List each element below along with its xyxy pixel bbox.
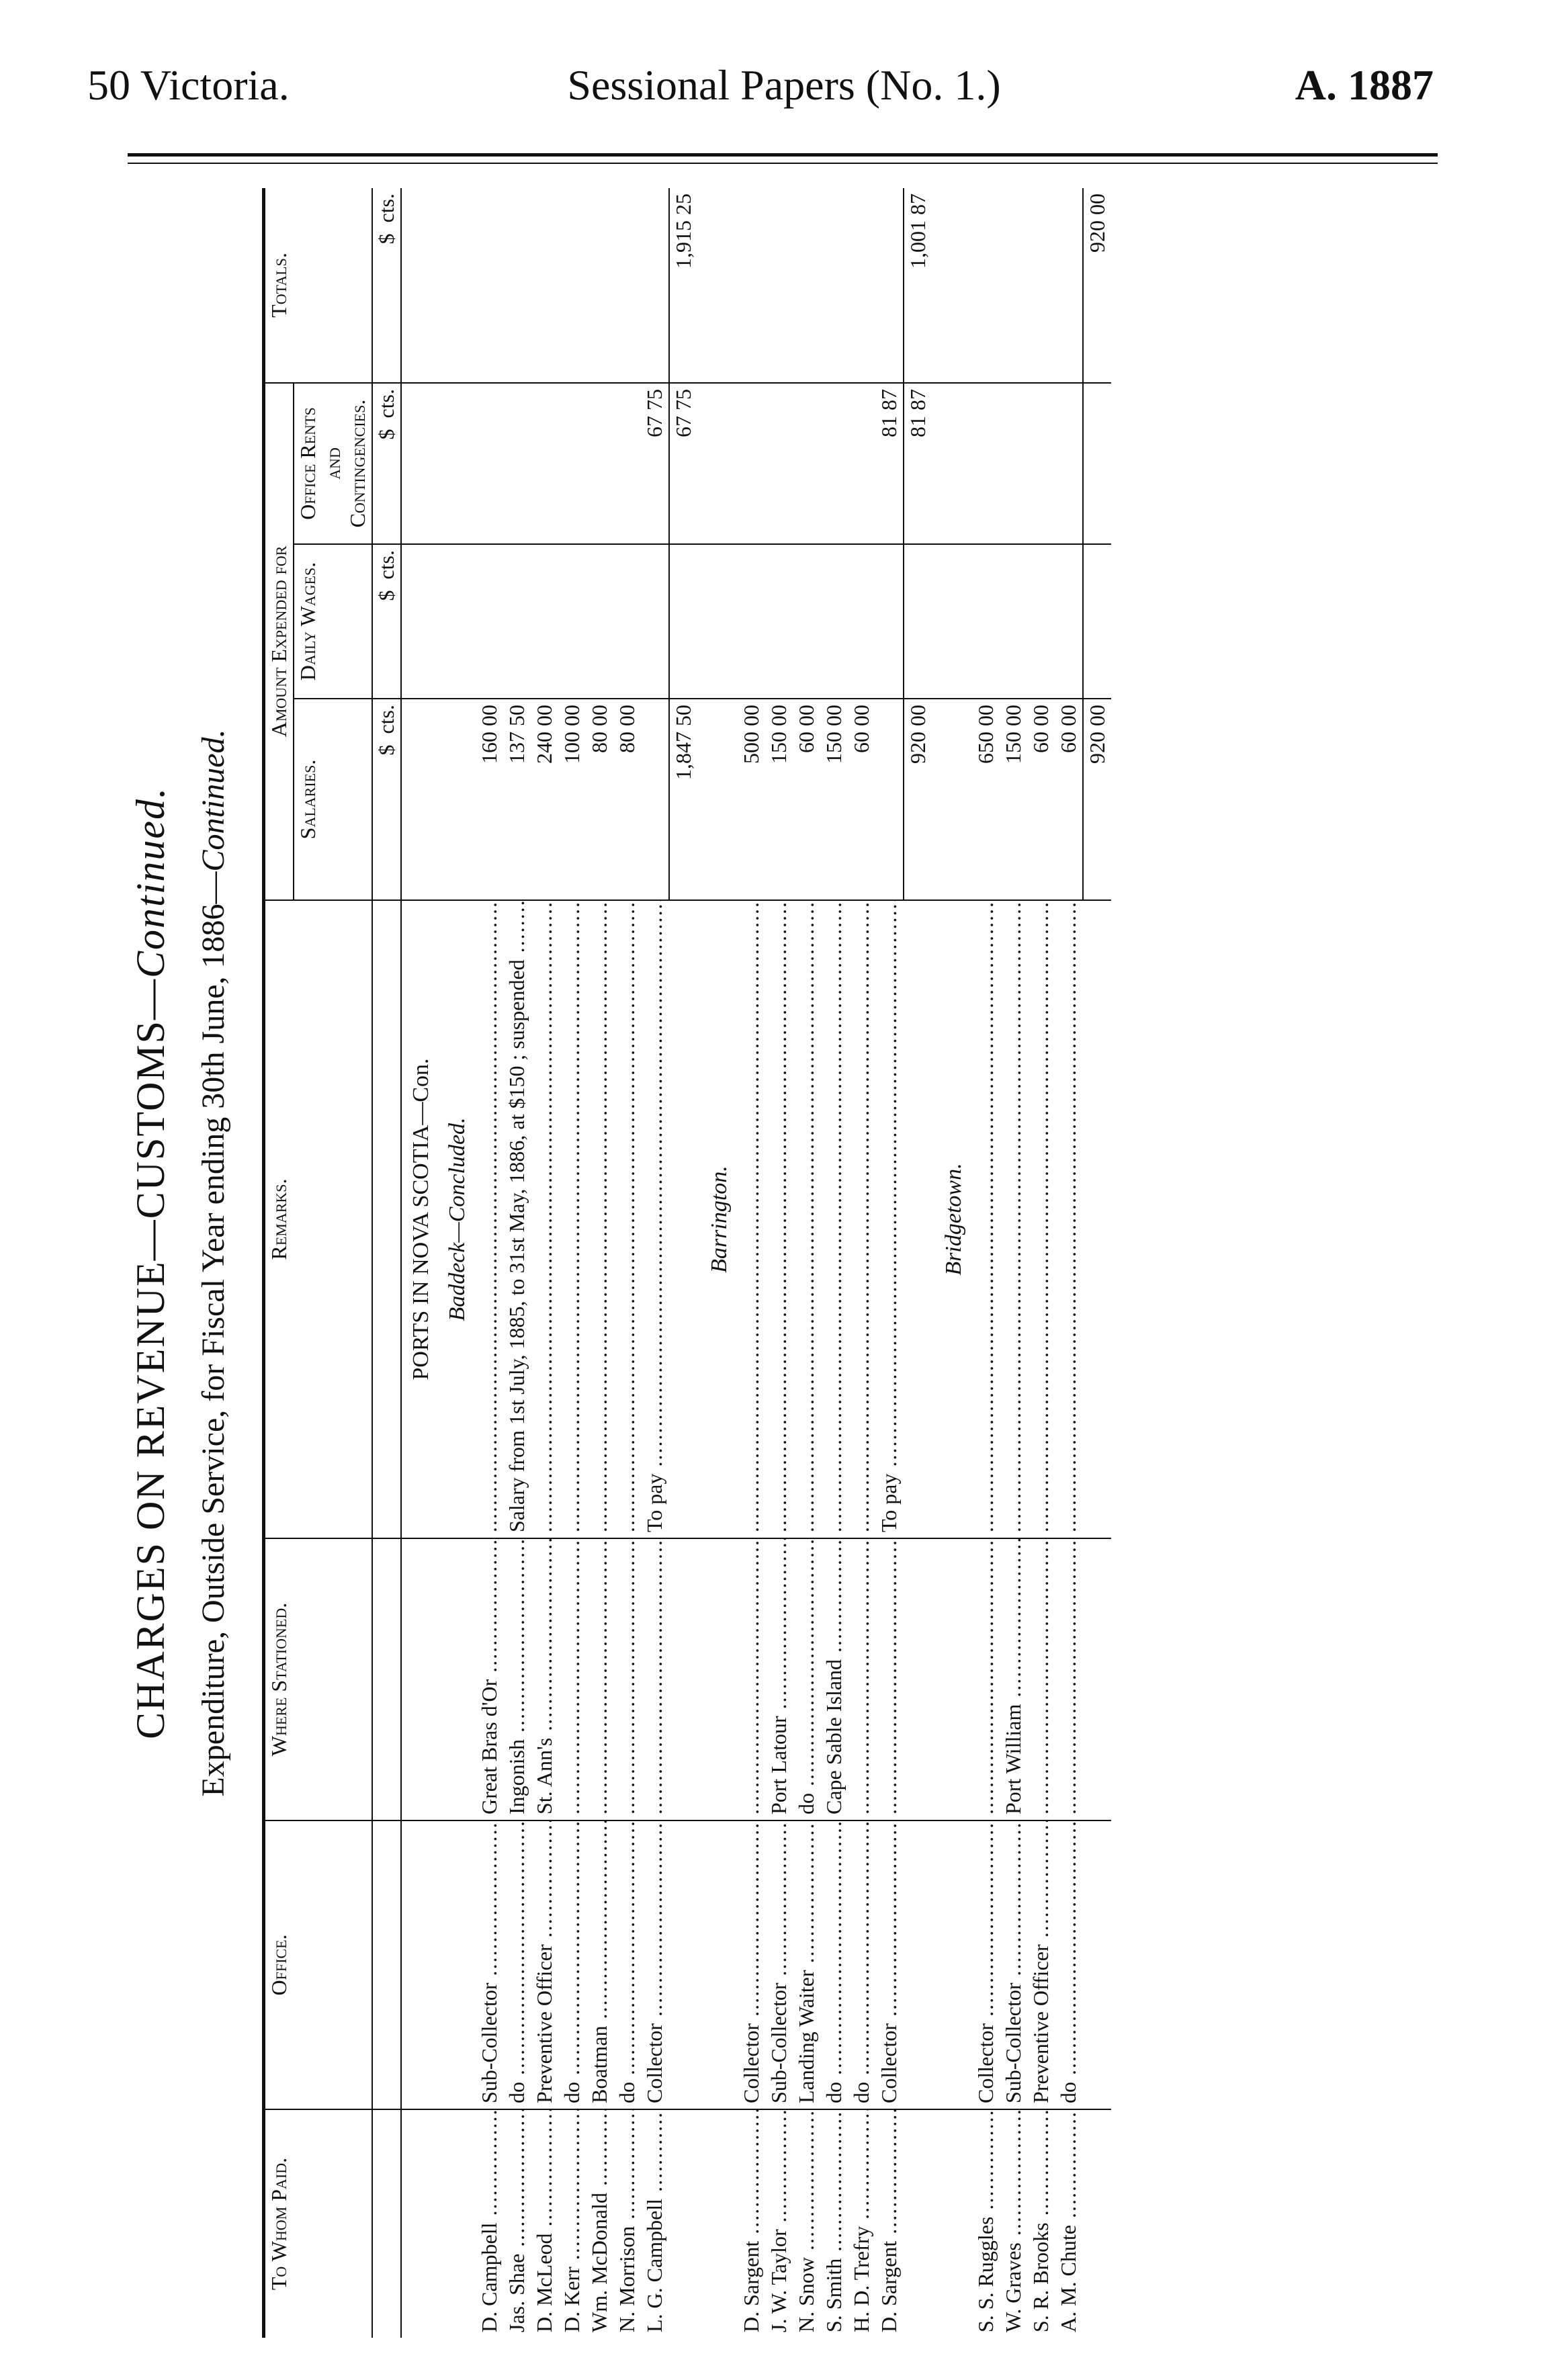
- salary-amount: 150 00: [820, 699, 848, 900]
- wages-amount: [1055, 544, 1083, 699]
- remarks: [531, 900, 558, 1538]
- remarks: [476, 900, 503, 1538]
- salary-amount: 60 00: [793, 699, 820, 900]
- payee-name: N. Snow .....: [793, 2109, 820, 2338]
- group-heading-row: [697, 188, 738, 2338]
- office-title: Collector .....: [875, 1820, 904, 2109]
- unit-dollar: $: [374, 744, 398, 756]
- blank-cell: [904, 1820, 932, 2109]
- table-row: [972, 188, 1000, 2338]
- table-row: [875, 188, 904, 2338]
- office-title: Sub-Collector .....: [1000, 1820, 1027, 2109]
- rents-amount: [848, 383, 875, 544]
- salary-amount: 60 00: [1027, 699, 1055, 900]
- units-rents: [372, 383, 401, 544]
- title-italic: Continued.: [128, 787, 173, 978]
- blank-cell: [1083, 2109, 1111, 2338]
- rents-amount: [558, 383, 586, 544]
- rotated-table-region: [121, 188, 1451, 2338]
- remarks: Salary from 1st July, 1885, to 31st May, 1886, at $150 ; suspended .....: [503, 900, 531, 1538]
- blank-cell: [932, 699, 972, 900]
- table-row: [1055, 188, 1083, 2338]
- blank-cell: [435, 2109, 476, 2338]
- blank-cell: [932, 383, 972, 544]
- payee-name: D. Sargent .....: [875, 2109, 904, 2338]
- rents-amount: [476, 383, 503, 544]
- blank-cell: [697, 544, 738, 699]
- salary-amount: 60 00: [848, 699, 875, 900]
- total-amount: [613, 188, 641, 383]
- unit-dollar: $: [374, 590, 398, 601]
- unit-cts: cts.: [374, 193, 398, 223]
- salary-amount: [641, 699, 669, 900]
- office-title: Landing Waiter .....: [793, 1820, 820, 2109]
- blank-cell: [669, 2109, 697, 2338]
- table-row: [586, 188, 613, 2338]
- wages-amount: [503, 544, 531, 699]
- header-rule: [128, 153, 1438, 157]
- col-totals: Totals.: [264, 188, 373, 383]
- wages-amount: [613, 544, 641, 699]
- subtotal-row: [669, 188, 697, 2338]
- subtotal-row: [904, 188, 932, 2338]
- subtotal-row: [1083, 188, 1111, 2338]
- table-row: [503, 188, 531, 2338]
- blank-cell: [932, 544, 972, 699]
- units-wages: [372, 544, 401, 699]
- col-remarks: Remarks.: [264, 900, 373, 1538]
- payee-name: N. Morrison .....: [613, 2109, 641, 2338]
- blank-cell: [435, 544, 476, 699]
- total-amount: [1027, 188, 1055, 383]
- blank-cell: [697, 188, 738, 383]
- office-title: Collector .....: [972, 1820, 1000, 2109]
- station: do .....: [793, 1538, 820, 1820]
- rents-amount: [1000, 383, 1027, 544]
- blank-cell: [669, 1538, 697, 1820]
- blank-cell: [435, 699, 476, 900]
- blank-cell: [1083, 1538, 1111, 1820]
- station: Great Bras d'Or .....: [476, 1538, 503, 1820]
- office-title: do .....: [613, 1820, 641, 2109]
- table-subtitle: [195, 188, 232, 2338]
- payee-name: D. Kerr .....: [558, 2109, 586, 2338]
- header-rule-thin: [128, 163, 1438, 164]
- blank-cell: [904, 1538, 932, 1820]
- table-row: [641, 188, 669, 2338]
- subtotal-wages: [1083, 544, 1111, 699]
- payee-name: Wm. McDonald .....: [586, 2109, 613, 2338]
- section-row: [401, 188, 435, 2338]
- payee-name: Jas. Shae .....: [503, 2109, 531, 2338]
- payee-name: D. Campbell .....: [476, 2109, 503, 2338]
- station: [586, 1538, 613, 1820]
- salary-amount: [875, 699, 904, 900]
- units-totals: [372, 188, 401, 383]
- station: [641, 1538, 669, 1820]
- blank-cell: [435, 383, 476, 544]
- unit-cts: cts.: [374, 705, 398, 734]
- table-row: [765, 188, 793, 2338]
- payee-name: J. W. Taylor .....: [765, 2109, 793, 2338]
- blank-cell: [669, 900, 697, 1538]
- col-to-whom: To Whom Paid.: [264, 2109, 373, 2338]
- remarks: [848, 900, 875, 1538]
- wages-amount: [586, 544, 613, 699]
- wages-amount: [1000, 544, 1027, 699]
- station: Port William .....: [1000, 1538, 1027, 1820]
- total-amount: [875, 188, 904, 383]
- rents-amount: [972, 383, 1000, 544]
- rents-amount: [738, 383, 765, 544]
- wages-amount: [793, 544, 820, 699]
- group-total: 920 00: [1083, 188, 1111, 383]
- unit-dollar: $: [374, 233, 398, 245]
- table-row: [848, 188, 875, 2338]
- office-title: Sub-Collector .....: [476, 1820, 503, 2109]
- payee-name: D. Sargent .....: [738, 2109, 765, 2338]
- office-title: Collector .....: [738, 1820, 765, 2109]
- station: [1055, 1538, 1083, 1820]
- wages-amount: [765, 544, 793, 699]
- station: [738, 1538, 765, 1820]
- col-salaries: Salaries.: [294, 699, 372, 900]
- table-row: [1000, 188, 1027, 2338]
- unit-dollar: $: [374, 429, 398, 440]
- col-daily-wages: Daily Wages.: [294, 544, 372, 699]
- office-title: Preventive Officer .....: [531, 1820, 558, 2109]
- salary-amount: 160 00: [476, 699, 503, 900]
- section-title: PORTS IN NOVA SCOTIA—Con.: [401, 900, 435, 1538]
- blank-cell: [435, 1820, 476, 2109]
- table-row: [820, 188, 848, 2338]
- remarks: [1027, 900, 1055, 1538]
- office-title: do .....: [848, 1820, 875, 2109]
- rents-amount: [1055, 383, 1083, 544]
- wages-amount: [972, 544, 1000, 699]
- blank-cell: [669, 1820, 697, 2109]
- blank-cell: [932, 188, 972, 383]
- wages-amount: [641, 544, 669, 699]
- blank-cell: [697, 699, 738, 900]
- wages-amount: [875, 544, 904, 699]
- group-heading: Baddeck—Concluded.: [435, 900, 476, 1538]
- payee-name: S. S. Ruggles .....: [972, 2109, 1000, 2338]
- remarks: [820, 900, 848, 1538]
- total-amount: [1000, 188, 1027, 383]
- total-amount: [738, 188, 765, 383]
- salary-amount: 650 00: [972, 699, 1000, 900]
- rents-amount: 81 87: [875, 383, 904, 544]
- office-title: do .....: [820, 1820, 848, 2109]
- table-title: [128, 188, 174, 2338]
- total-amount: [503, 188, 531, 383]
- group-heading-row: [435, 188, 476, 2338]
- station: [972, 1538, 1000, 1820]
- expenditure-table: [262, 188, 1111, 2338]
- remarks: [586, 900, 613, 1538]
- table-row: [793, 188, 820, 2338]
- blank-cell: [932, 1820, 972, 2109]
- station: St. Ann's .....: [531, 1538, 558, 1820]
- blank-cell: [932, 2109, 972, 2338]
- table-row: [476, 188, 503, 2338]
- station: [613, 1538, 641, 1820]
- remarks: To pay .....: [641, 900, 669, 1538]
- subtotal-wages: [904, 544, 932, 699]
- station: [1027, 1538, 1055, 1820]
- blank-cell: [697, 1820, 738, 2109]
- units-salaries: [372, 699, 401, 900]
- blank-cell: [697, 383, 738, 544]
- rents-amount: [765, 383, 793, 544]
- wages-amount: [738, 544, 765, 699]
- blank-cell: [904, 2109, 932, 2338]
- salary-amount: 150 00: [1000, 699, 1027, 900]
- remarks: [738, 900, 765, 1538]
- unit-cts: cts.: [374, 388, 398, 419]
- remarks: [1055, 900, 1083, 1538]
- table-row: [558, 188, 586, 2338]
- col-office-rents: Office Rents and Contingencies.: [294, 383, 372, 544]
- page-header-right: A. 1887: [1295, 61, 1434, 109]
- subtotal-rents: [1083, 383, 1111, 544]
- office-title: Collector .....: [641, 1820, 669, 2109]
- total-amount: [820, 188, 848, 383]
- office-title: Preventive Officer .....: [1027, 1820, 1055, 2109]
- subtotal-rents: 67 75: [669, 383, 697, 544]
- rents-amount: [793, 383, 820, 544]
- total-amount: [531, 188, 558, 383]
- rents-amount: [820, 383, 848, 544]
- table-row: [531, 188, 558, 2338]
- blank-cell: [697, 1538, 738, 1820]
- total-amount: [765, 188, 793, 383]
- office-title: do .....: [558, 1820, 586, 2109]
- remarks: [793, 900, 820, 1538]
- remarks: [558, 900, 586, 1538]
- total-amount: [476, 188, 503, 383]
- page-header-center: Sessional Papers (No. 1.): [567, 61, 1001, 109]
- blank-cell: [435, 1538, 476, 1820]
- wages-amount: [531, 544, 558, 699]
- station: [558, 1538, 586, 1820]
- table-row: [738, 188, 765, 2338]
- blank-cell: [697, 2109, 738, 2338]
- total-amount: [558, 188, 586, 383]
- page-header-left: 50 Victoria.: [87, 61, 290, 109]
- subtotal-salaries: 920 00: [904, 699, 932, 900]
- blank-cell: [932, 1538, 972, 1820]
- blank-cell: [435, 188, 476, 383]
- title-text: CHARGES ON REVENUE—CUSTOMS—: [128, 978, 173, 1740]
- remarks: To pay .....: [875, 900, 904, 1538]
- rents-amount: [531, 383, 558, 544]
- salary-amount: 500 00: [738, 699, 765, 900]
- rents-amount: 67 75: [641, 383, 669, 544]
- payee-name: A. M. Chute .....: [1055, 2109, 1083, 2338]
- group-heading-row: [932, 188, 972, 2338]
- group-total: 1,001 87: [904, 188, 932, 383]
- unit-cts: cts.: [374, 550, 398, 580]
- wages-amount: [848, 544, 875, 699]
- col-amount: Amount Expended for: [264, 383, 294, 900]
- group-heading: Barrington.: [697, 900, 738, 1538]
- rents-amount: [503, 383, 531, 544]
- office-title: do .....: [1055, 1820, 1083, 2109]
- col-where: Where Stationed.: [264, 1538, 373, 1820]
- office-title: Boatman .....: [586, 1820, 613, 2109]
- subtotal-rents: 81 87: [904, 383, 932, 544]
- remarks: [1000, 900, 1027, 1538]
- payee-name: S. Smith .....: [820, 2109, 848, 2338]
- salary-amount: 150 00: [765, 699, 793, 900]
- salary-amount: 80 00: [586, 699, 613, 900]
- subtotal-salaries: 920 00: [1083, 699, 1111, 900]
- wages-amount: [820, 544, 848, 699]
- remarks: [613, 900, 641, 1538]
- office-title: Sub-Collector .....: [765, 1820, 793, 2109]
- rents-amount: [586, 383, 613, 544]
- table-row: [613, 188, 641, 2338]
- units-row: [372, 188, 401, 2338]
- total-amount: [641, 188, 669, 383]
- payee-name: S. R. Brooks .....: [1027, 2109, 1055, 2338]
- station: Port Latour .....: [765, 1538, 793, 1820]
- remarks: [765, 900, 793, 1538]
- wages-amount: [476, 544, 503, 699]
- rents-amount: [613, 383, 641, 544]
- rents-amount: [1027, 383, 1055, 544]
- subtotal-wages: [669, 544, 697, 699]
- group-heading: Bridgetown.: [932, 900, 972, 1538]
- col-office: Office.: [264, 1820, 373, 2109]
- remarks: [972, 900, 1000, 1538]
- total-amount: [848, 188, 875, 383]
- payee-name: D. McLeod .....: [531, 2109, 558, 2338]
- total-amount: [1055, 188, 1083, 383]
- salary-amount: 240 00: [531, 699, 558, 900]
- salary-amount: 80 00: [613, 699, 641, 900]
- station: Cape Sable Island .....: [820, 1538, 848, 1820]
- salary-amount: 100 00: [558, 699, 586, 900]
- table-row: [1027, 188, 1055, 2338]
- station: [848, 1538, 875, 1820]
- salary-amount: 60 00: [1055, 699, 1083, 900]
- group-total: 1,915 25: [669, 188, 697, 383]
- wages-amount: [1027, 544, 1055, 699]
- blank-cell: [1083, 1820, 1111, 2109]
- salary-amount: 137 50: [503, 699, 531, 900]
- office-title: do .....: [503, 1820, 531, 2109]
- total-amount: [793, 188, 820, 383]
- blank-cell: [904, 900, 932, 1538]
- payee-name: H. D. Trefry .....: [848, 2109, 875, 2338]
- station: Ingonish .....: [503, 1538, 531, 1820]
- total-amount: [586, 188, 613, 383]
- subtotal-salaries: 1,847 50: [669, 699, 697, 900]
- payee-name: W. Graves .....: [1000, 2109, 1027, 2338]
- subtitle-text: Expenditure, Outside Service, for Fiscal Year ending 30th June, 1886—: [195, 871, 231, 1797]
- station: [875, 1538, 904, 1820]
- blank-cell: [1083, 900, 1111, 1538]
- subtitle-italic: Continued.: [195, 729, 231, 872]
- wages-amount: [558, 544, 586, 699]
- payee-name: L. G. Campbell .....: [641, 2109, 669, 2338]
- total-amount: [972, 188, 1000, 383]
